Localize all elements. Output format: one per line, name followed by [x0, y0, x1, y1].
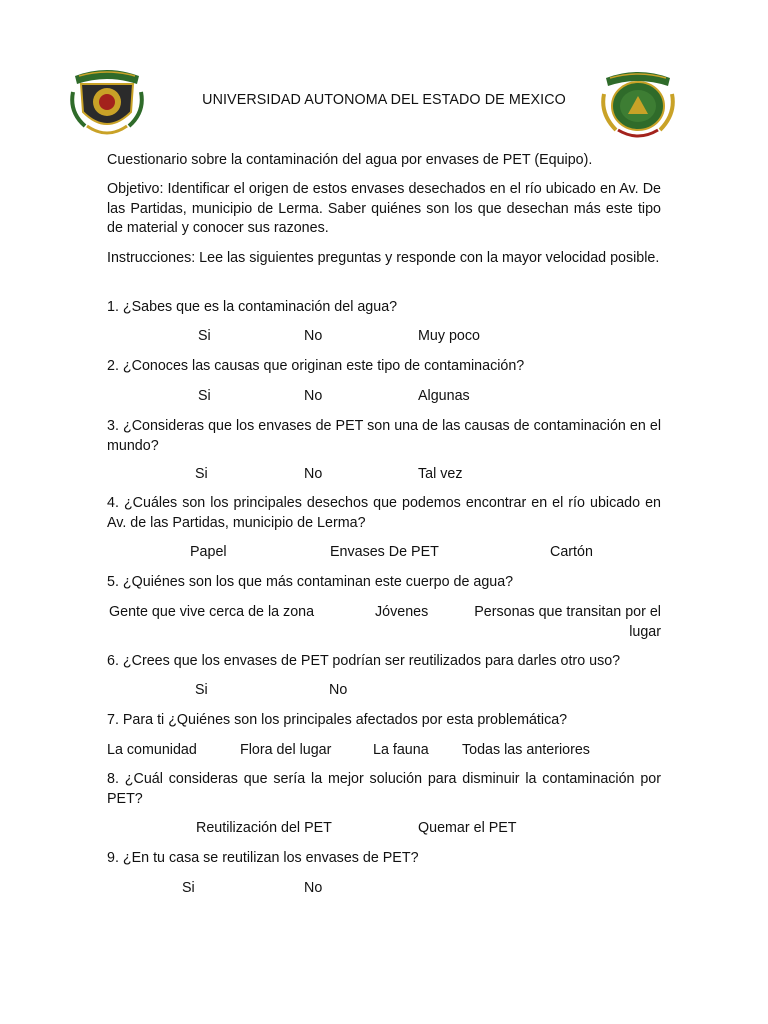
question-2: 2. ¿Conoces las causas que originan este tipo de contaminación? — [107, 358, 525, 374]
q5-option-personas-transitan: Personas que transitan por el lugar — [474, 604, 661, 640]
q1-option-si: Si — [198, 328, 211, 344]
q2-option-si: Si — [198, 388, 211, 404]
question-4: 4. ¿Cuáles son los principales desechos que podemos encontrar en el río ubicado en Av. de las Partidas, municipio de Lerma? — [107, 495, 661, 531]
q2-option-no: No — [304, 388, 323, 404]
question-8: 8. ¿Cuál consideras que sería la mejor solución para disminuir la contaminación por PET? — [107, 771, 661, 807]
q6-option-si: Si — [195, 682, 208, 698]
q9-option-no: No — [304, 880, 323, 896]
question-3: 3. ¿Consideras que los envases de PET son una de las causas de contaminación en el mundo? — [107, 418, 661, 454]
q1-option-muy-poco: Muy poco — [418, 328, 480, 344]
q4-option-envases-pet: Envases De PET — [330, 544, 439, 560]
q3-option-no: No — [304, 466, 323, 482]
q4-option-carton: Cartón — [550, 544, 593, 560]
page-title: UNIVERSIDAD AUTONOMA DEL ESTADO DE MEXICO — [202, 92, 566, 108]
question-6: 6. ¿Crees que los envases de PET podrían ser reutilizados para darles otro uso? — [107, 653, 621, 669]
q2-option-algunas: Algunas — [418, 388, 470, 404]
q9-option-si: Si — [182, 880, 195, 896]
q4-option-papel: Papel — [190, 544, 227, 560]
objective-paragraph: Objetivo: Identificar el origen de estos envases desechados en el río ubicado en Av. De las Partidas, municipio de Lerma. Saber quiénes son los que desechan más este tipo de material y conocer sus razones. — [107, 181, 661, 236]
question-5: 5. ¿Quiénes son los que más contaminan este cuerpo de agua? — [107, 574, 514, 590]
q3-option-tal-vez: Tal vez — [418, 466, 463, 482]
questionnaire-subject: Cuestionario sobre la contaminación del agua por envases de PET (Equipo). — [107, 152, 593, 168]
q8-option-reutilizacion: Reutilización del PET — [196, 820, 332, 836]
q7-option-flora: Flora del lugar — [240, 742, 332, 758]
q5-option-jovenes: Jóvenes — [375, 604, 429, 620]
q8-option-quemar: Quemar el PET — [418, 820, 517, 836]
q5-option-gente-cerca: Gente que vive cerca de la zona — [109, 604, 315, 620]
q7-option-comunidad: La comunidad — [107, 742, 197, 758]
question-9: 9. ¿En tu casa se reutilizan los envases de PET? — [107, 850, 419, 866]
q1-option-no: No — [304, 328, 323, 344]
q7-option-fauna: La fauna — [373, 742, 429, 758]
q3-option-si: Si — [195, 466, 208, 482]
q6-option-no: No — [329, 682, 348, 698]
instructions-paragraph: Instrucciones: Lee las siguientes preguntas y responde con la mayor velocidad posible. — [107, 250, 660, 266]
q7-option-todas: Todas las anteriores — [462, 742, 590, 758]
question-7: 7. Para ti ¿Quiénes son los principales afectados por esta problemática? — [107, 712, 568, 728]
question-1: 1. ¿Sabes que es la contaminación del agua? — [107, 299, 398, 315]
